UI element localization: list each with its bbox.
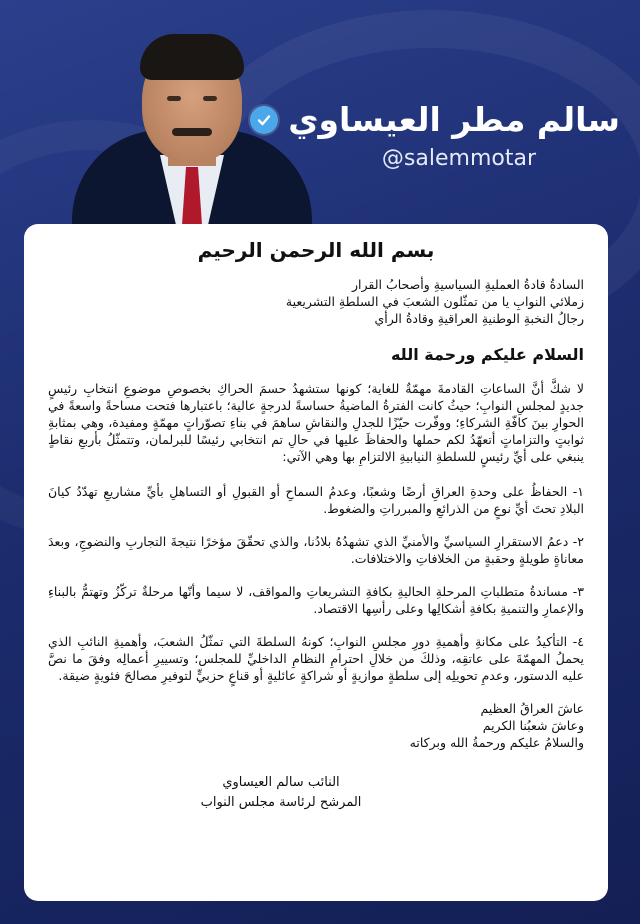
intro-paragraph: لا شكَّ أنَّ الساعاتِ القادمةَ مهمّةٌ للغاية؛ كونها ستشهدُ حسمَ الحراكِ بخصوصِ موضوعِ انتخابِ رئيسٍ جديدٍ لمجلسِ النوابِ؛ حيثُ كانت الفترةُ الماضيةُ حساسةً لدرجةٍ عالية؛ باعتبارها فتحت مساحةً واسعةً في الحوارِ بينَ كافّةِ الشركاءِ؛ ووفّرت حيّزًا للجدلِ والنقاشِ ساهمَ في بناءِ تصوّراتٍ مهمّةٍ ومفيدة، وهي بمثابةِ ثوابتٍ والتزاماتٍ أتعهّدُ لكم حملها والحفاظَ عليها في حالِ تم انتخابي رئيسًا للبرلمان، وتتمثّلُ بأربعِ نقاطٍ ينبغي على أيِّ رئيسٍ للسلطةِ النيابيةِ الالتزامِ بها وهي الآتي: bbox=[48, 381, 584, 464]
profile-handle: @salemmotar bbox=[381, 146, 536, 171]
profile-name-row bbox=[250, 100, 620, 139]
pledge-point-3: ٣- مساندةُ متطلباتِ المرحلةِ الحاليةِ بكافةِ التشريعاتِ والمواقف، لا سيما وأنّها مرحلةٌ تركّزُ وتهتمُّ بالبناءِ والإعمارِ والتنميةِ بكافةِ أشكالِها وعلى رأسِها الاقتصاد. bbox=[48, 584, 584, 616]
signature-name: النائب سالم العيساوي bbox=[222, 775, 340, 790]
addressee-line: زملائي النوابِ يا من تمثّلون الشعبَ في السلطةِ التشريعية bbox=[285, 294, 584, 309]
closing-line: عاشَ العراقُ العظيم bbox=[480, 701, 584, 716]
addressee-line: السادةُ قادةُ العمليةِ السياسيةِ وأصحابُ القرار bbox=[351, 277, 584, 292]
signature-block bbox=[48, 773, 514, 813]
pledge-point-4: ٤- التأكيدُ على مكانةِ وأهميةِ دورِ مجلسِ النوابِ؛ كونهُ السلطةَ التي تمثّلُ الشعبَ، وأهميةِ النائبِ الذي يحملُ المهمّةَ على عاتقِه، وذلكَ من خلالِ احترامِ النظامِ الداخليِّ للمجلس؛ وتسييرِ أعمالِه وفقَ ما نصَّ عليه الدستور، وعدمِ تحويلِه إلى سلطةٍ موازيةٍ أو شراكةٍ عائليةٍ أو قناعٍ حزبيٍّ لتوفيرِ مصالحَ فئويةٍ ضيقة. bbox=[48, 634, 584, 683]
closing-line: وعاشَ شعبُنا الكريم bbox=[482, 718, 584, 733]
closing-line: والسلامُ عليكم ورحمةُ الله وبركاته bbox=[409, 735, 584, 750]
closing-block bbox=[48, 700, 584, 751]
letter-card bbox=[24, 224, 608, 901]
pledge-point-2: ٢- دعمُ الاستقرارِ السياسيِّ والأمنيِّ الذي تشهدُهُ بلادُنا، والذي تحقّقَ مؤخرًا نتيجةَ التجاربِ والنضوجِ، وبعدَ معاناةٍ طويلةٍ وحقبةٍ من الخلافاتِ والاختلافات. bbox=[48, 534, 584, 566]
addressees-block bbox=[48, 276, 584, 327]
verified-badge-icon bbox=[250, 106, 278, 134]
greeting: السلام عليكم ورحمة الله bbox=[390, 345, 584, 364]
addressee-line: رجالُ النخبةِ الوطنيةِ العراقيةِ وقادةُ الرأي bbox=[374, 311, 584, 326]
basmala-heading: بسم الله الرحمن الرحيم bbox=[197, 238, 435, 262]
profile-name: سالم مطر العيساوي bbox=[288, 100, 620, 139]
signature-title: المرشح لرئاسة مجلس النواب bbox=[200, 795, 362, 810]
pledge-point-1: ١- الحفاظُ على وحدةِ العراقِ أرضًا وشعبًا، وعدمُ السماحِ أو القبولِ أو التساهلِ بأيِّ مشاريعِ تهدّدُ كيانَ البلادِ تحتَ أيِّ نوعٍ من الذرائعِ والمبرراتِ والضغوط. bbox=[48, 484, 584, 516]
